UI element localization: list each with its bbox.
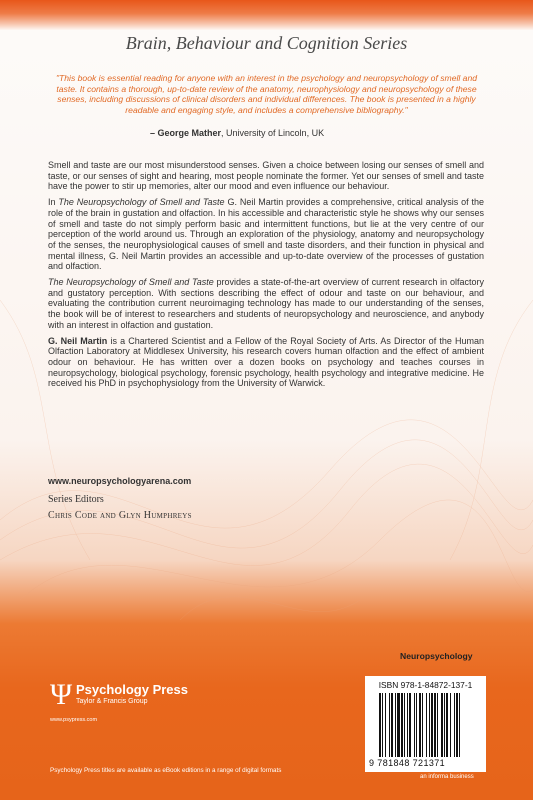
publisher-group: Taylor & Francis Group [76, 698, 148, 705]
barcode-bar [454, 693, 455, 757]
quote-attribution [150, 128, 450, 138]
barcode-bar [397, 693, 400, 757]
author-name: G. Neil Martin [48, 335, 108, 346]
isbn-barcode-box [365, 676, 486, 772]
book-title-italic: The Neuropsychology of Smell and Taste [58, 197, 225, 208]
barcode-bar [382, 693, 383, 757]
barcode-bar [385, 693, 386, 757]
publisher-logo [50, 680, 220, 710]
author-bio [48, 336, 484, 390]
book-title-italic: The Neuropsychology of Smell and Taste [48, 277, 214, 288]
barcode-bar [459, 693, 460, 757]
barcode-bar [450, 693, 451, 757]
blurb-paragraph-2 [48, 197, 484, 272]
series-editors: Chris Code and Glyn Humphreys [48, 510, 192, 521]
quote-affiliation: , University of Lincoln, UK [221, 128, 325, 138]
bio-text: is a Chartered Scientist and a Fellow of the Royal Society of Arts. As Director of the Human Olfaction Laboratory at Middlesex University, his research covers human olfaction and the effect of ambient odour on behaviour. He has written over a dozen books on psychology and teaches courses in neuropsychology, biological psychology, forensic psychology, health psychology and integrative medicine. He received his PhD in psychophysiology from the University of Warwick. [48, 335, 484, 389]
barcode-bar [414, 693, 415, 757]
series-title: Brain, Behaviour and Cognition Series [125, 33, 408, 53]
barcode-bar [456, 693, 458, 757]
publisher-name: Psychology Press [76, 682, 188, 697]
barcode-bar [446, 693, 448, 757]
barcode-bar [444, 693, 445, 757]
barcode-bar [389, 693, 390, 757]
barcode-bar [426, 693, 427, 757]
p3-text: provides a state-of-the-art overview of current research in olfactory and gustatory perception. With sections describing the effect of odour and taste on our behaviour, and evaluating the contribution current neuroimaging technology has made to our understanding of the senses, the book will be of interest to researchers and students of neuropsychology and neuroscience, and anybody with an interest in olfaction and gustation. [48, 277, 484, 330]
barcode-bar [379, 693, 381, 757]
barcode-bar [404, 693, 405, 757]
category-label: Neuropsychology [400, 651, 473, 661]
series-editors-label: Series Editors [48, 494, 104, 505]
ebook-note: Psychology Press titles are available as eBook editions in a range of digital formats [50, 767, 282, 774]
barcode-bar [401, 693, 403, 757]
barcode-bar [441, 693, 443, 757]
barcode-bar [422, 693, 423, 757]
barcode-bar [437, 693, 438, 757]
psi-logo-icon: Ψ [50, 678, 73, 711]
p2-text: G. Neil Martin provides a comprehensive, critical analysis of the role of the brain in gustation and olfaction. In his accessible and characteristic style he shows why our senses of smell and taste do not simply perform basic and intermittent functions, but lie at the very centre of our perception of the world around us. Through an exploration of the physiology, anatomy and neuropsychology of the senses, the neurophysiological causes of smell and taste disorders, and their function in physical and mental illness, G. Neil Martin provides an accessible and up-to-date overview of the processes of gustation and olfaction. [48, 197, 484, 272]
barcode-bar [409, 693, 411, 757]
barcode-bar [434, 693, 436, 757]
blurb-paragraph-3 [48, 277, 484, 331]
barcode-bar [416, 693, 417, 757]
barcode-bar [429, 693, 430, 757]
endorsement-quote: "This book is essential reading for anyone with an interest in the psychology and neuropsychology of smell and taste. It contains a thorough, up-to-date review of the anatomy, neurophysiology and neuropsychology of these senses, including discussions of clinical disorders and individual differences. The book is presented in a highly readable and engaging style, and includes a comprehensive bibliography." [55, 73, 478, 115]
website-link[interactable]: www.neuropsychologyarena.com [48, 476, 192, 486]
publisher-url: www.psypress.com [50, 717, 98, 723]
barcode-icon [379, 693, 481, 757]
barcode-bar [395, 693, 396, 757]
barcode-bar [391, 693, 393, 757]
barcode-bar [419, 693, 421, 757]
barcode-digits: 9 781848 721371 [369, 758, 446, 768]
barcode-bar [407, 693, 408, 757]
blurb-paragraph-1: Smell and taste are our most misunderstood senses. Given a choice between losing our senses of smell and taste, or our senses of sight and hearing, most people nominate the former. Yet our senses of smell and taste have the power to stir up memories, alter our mood and even influence our behaviour. [48, 160, 484, 192]
quote-author: – George Mather [150, 128, 222, 138]
isbn-label: ISBN 978-1-84872-137-1 [378, 680, 473, 690]
blurb [48, 160, 484, 394]
informa-tagline: an informa business [420, 774, 474, 780]
p2-prefix: In [48, 197, 59, 208]
barcode-bar [431, 693, 433, 757]
